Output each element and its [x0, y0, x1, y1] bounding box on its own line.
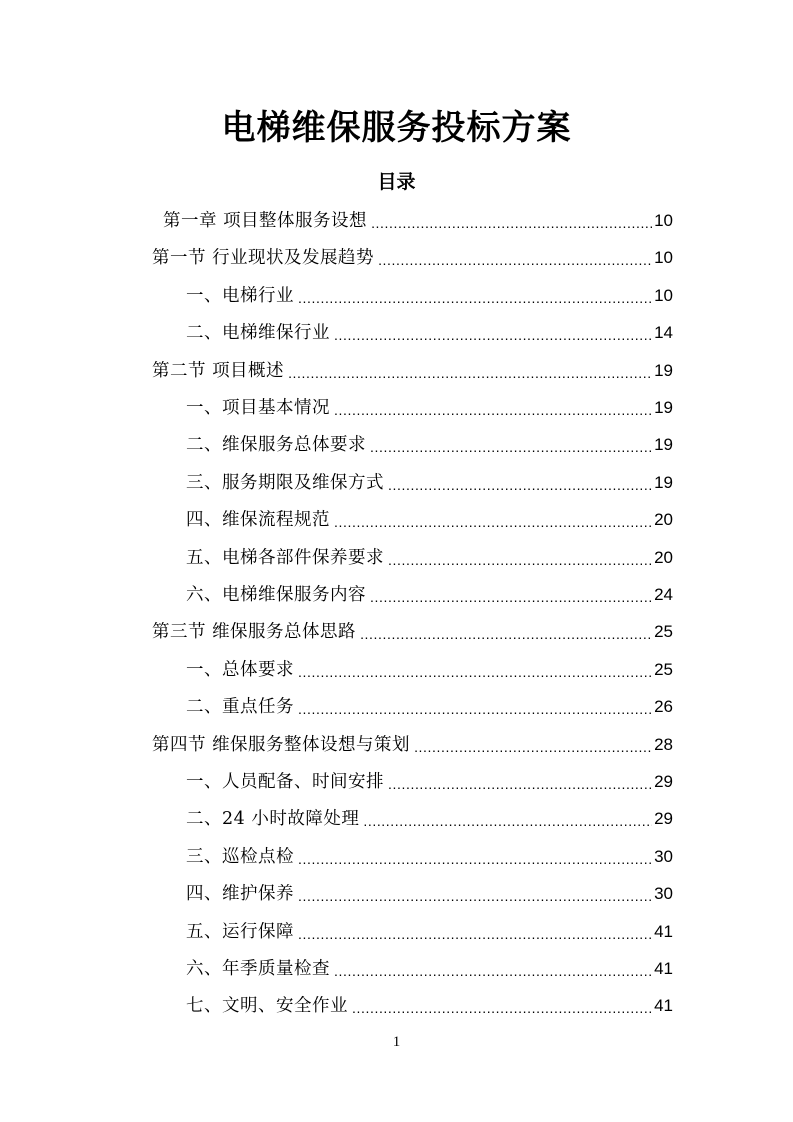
- toc-entry[interactable]: [186, 278, 673, 308]
- toc-entry[interactable]: [186, 652, 673, 682]
- toc-entry-label: 第三节 维保服务总体思路: [152, 622, 357, 643]
- toc-leader-dots: [298, 884, 652, 906]
- toc-leader-dots: [298, 847, 652, 869]
- toc-heading: 目录: [377, 171, 416, 193]
- toc-entry-label: 第一章 项目整体服务设想: [163, 211, 368, 231]
- toc-entry[interactable]: [186, 839, 673, 869]
- toc-leader-dots: [371, 211, 652, 233]
- toc-entry[interactable]: [186, 315, 673, 345]
- toc-leader-dots: [334, 510, 652, 532]
- page-number: 1: [392, 1034, 401, 1050]
- toc-entry-label: 四、维保流程规范: [186, 510, 330, 531]
- toc-leader-dots: [334, 323, 652, 345]
- toc-leader-dots: [388, 473, 652, 495]
- toc-entry-label: 六、年季质量检查: [186, 959, 330, 979]
- toc-entry[interactable]: [186, 540, 673, 570]
- toc-entry-page: 25: [654, 622, 673, 642]
- toc-entry[interactable]: [186, 577, 673, 607]
- toc-entry[interactable]: [186, 988, 673, 1018]
- toc-entry-page: 29: [654, 772, 673, 791]
- toc-entry-label: 二、维保服务总体要求: [186, 435, 366, 456]
- toc-entry[interactable]: [152, 353, 673, 383]
- toc-entry-page: 14: [654, 323, 673, 343]
- toc-leader-dots: [298, 660, 652, 682]
- toc-leader-dots: [414, 735, 652, 757]
- toc-entry[interactable]: [186, 465, 673, 495]
- toc-leader-dots: [298, 922, 652, 944]
- toc-entry-page: 20: [654, 510, 673, 530]
- toc-entry[interactable]: [186, 764, 673, 794]
- toc-entry-label: 六、电梯维保服务内容: [186, 585, 366, 605]
- toc-entry-page: 28: [654, 734, 673, 754]
- toc-entry[interactable]: [186, 914, 673, 944]
- toc-leader-dots: [298, 286, 652, 308]
- toc-entry-page: 19: [654, 435, 673, 455]
- toc-entry-label: 四、维护保养: [186, 884, 294, 905]
- toc-entry-label: 一、总体要求: [186, 659, 294, 680]
- toc-entry-label: 二、24 小时故障处理: [186, 809, 360, 830]
- toc-entry[interactable]: [152, 727, 673, 757]
- toc-entry[interactable]: [186, 427, 673, 457]
- toc-entry[interactable]: [186, 390, 673, 420]
- toc-entry-page: 19: [654, 398, 673, 417]
- toc-entry-label: 三、服务期限及维保方式: [186, 472, 384, 493]
- toc-entry[interactable]: [186, 876, 673, 906]
- toc-entry-label: 二、重点任务: [186, 697, 294, 718]
- toc-entry-page: 30: [654, 884, 673, 904]
- toc-leader-dots: [363, 809, 652, 831]
- toc-entry-page: 30: [654, 846, 673, 866]
- toc-entry-label: 一、电梯行业: [186, 285, 294, 306]
- toc-entry-page: 10: [654, 285, 673, 305]
- toc-entry[interactable]: [152, 240, 673, 270]
- toc-entry[interactable]: [163, 203, 673, 233]
- toc-entry[interactable]: [186, 801, 673, 831]
- toc-entry-page: 41: [654, 959, 673, 978]
- toc-entry[interactable]: [152, 614, 673, 644]
- toc-entry-label: 第二节 项目概述: [152, 360, 285, 381]
- toc-entry-page: 41: [654, 996, 673, 1016]
- toc-entry-page: 19: [654, 360, 673, 380]
- toc-entry-label: 三、巡检点检: [186, 846, 294, 867]
- toc-entry-page: 10: [654, 248, 673, 268]
- toc-entry-page: 24: [654, 585, 673, 604]
- toc-entry[interactable]: [186, 502, 673, 532]
- toc-leader-dots: [360, 622, 652, 644]
- toc-entry-page: 19: [654, 472, 673, 492]
- toc-entry-page: 10: [654, 211, 673, 230]
- toc-entry-label: 五、电梯各部件保养要求: [186, 547, 384, 568]
- toc-leader-dots: [370, 585, 652, 607]
- toc-entry-label: 一、人员配备、时间安排: [186, 772, 384, 792]
- toc-entry-label: 七、文明、安全作业: [186, 996, 348, 1017]
- document-title: 电梯维保服务投标方案: [221, 108, 572, 148]
- toc-entry[interactable]: [186, 951, 673, 981]
- toc-leader-dots: [388, 548, 652, 570]
- toc-entry-label: 第一节 行业现状及发展趋势: [152, 248, 375, 269]
- toc-leader-dots: [352, 996, 652, 1018]
- toc-entry[interactable]: [186, 689, 673, 719]
- toc-entry-page: 29: [654, 809, 673, 829]
- toc-entry-page: 25: [654, 659, 673, 679]
- toc-leader-dots: [388, 772, 652, 794]
- toc-leader-dots: [378, 248, 652, 270]
- toc-leader-dots: [288, 361, 652, 383]
- toc-leader-dots: [370, 435, 652, 457]
- toc-entry-page: 26: [654, 697, 673, 717]
- toc-entry-page: 20: [654, 547, 673, 567]
- toc-entry-label: 第四节 维保服务整体设想与策划: [152, 734, 411, 755]
- toc-leader-dots: [298, 697, 652, 719]
- toc-entry-page: 41: [654, 921, 673, 941]
- toc-entry-label: 五、运行保障: [186, 921, 294, 942]
- toc-leader-dots: [334, 398, 652, 420]
- toc-entry-label: 一、项目基本情况: [186, 398, 330, 418]
- toc-leader-dots: [334, 959, 652, 981]
- toc-entry-label: 二、电梯维保行业: [186, 323, 330, 344]
